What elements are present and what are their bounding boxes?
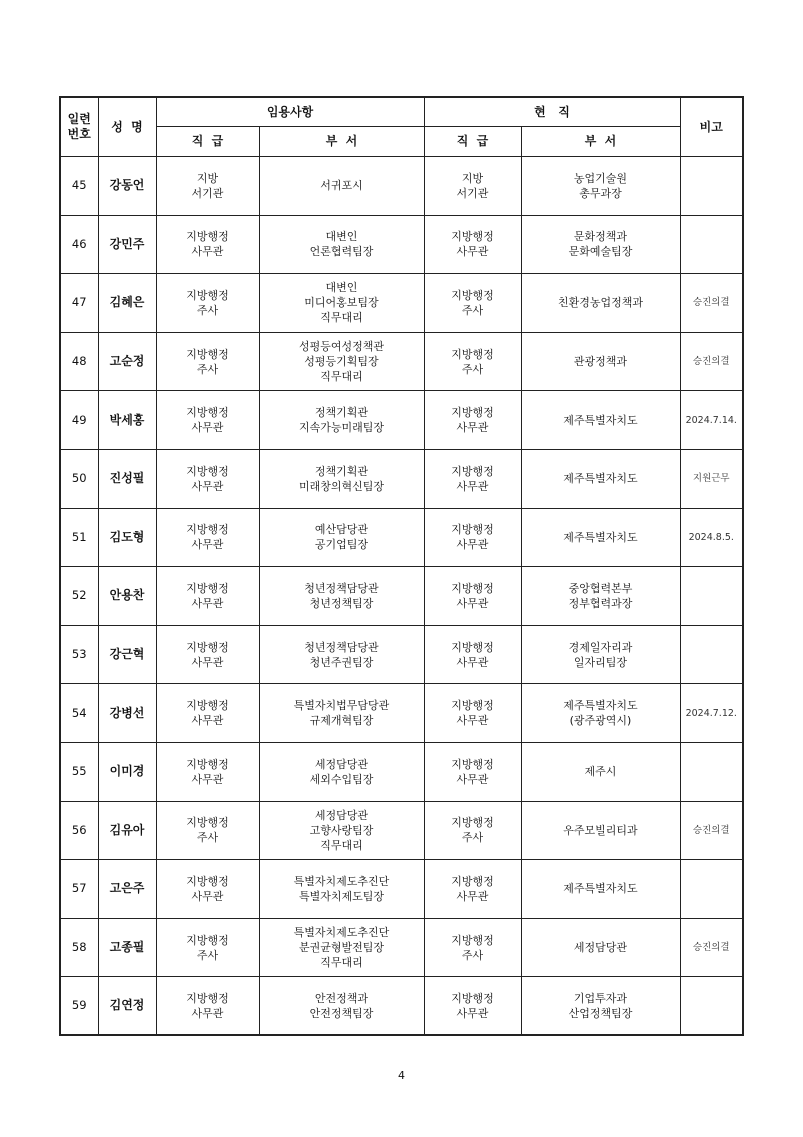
table-row bbox=[60, 157, 743, 216]
appointment-rank bbox=[156, 274, 259, 333]
remarks: 승진의결 bbox=[680, 801, 743, 860]
person-name: 고은주 bbox=[98, 860, 156, 919]
appointment-department-line: 청년주권팀장 bbox=[309, 655, 374, 669]
table-row bbox=[60, 625, 743, 684]
person-name: 강동언 bbox=[98, 157, 156, 216]
current-rank bbox=[424, 742, 521, 801]
appointment-rank-line: 사무관 bbox=[191, 889, 224, 903]
appointment-department-line: 예산담당관 bbox=[314, 523, 369, 537]
appointment-rank-line: 지방행정 bbox=[186, 757, 229, 771]
current-rank-line: 주사 bbox=[461, 831, 484, 845]
appointment-department bbox=[259, 918, 424, 977]
header-serial-line2: 번호 bbox=[67, 127, 91, 141]
current-department bbox=[521, 742, 680, 801]
current-department-line: 세정담당관 bbox=[573, 941, 628, 955]
serial-number: 53 bbox=[60, 625, 98, 684]
appointment-department-line: 직무대리 bbox=[320, 370, 363, 384]
current-rank-line: 지방행정 bbox=[451, 581, 494, 595]
appointment-rank bbox=[156, 918, 259, 977]
table-row bbox=[60, 801, 743, 860]
appointment-department-line: 언론협력팀장 bbox=[309, 245, 374, 259]
appointment-department bbox=[259, 860, 424, 919]
current-rank-line: 지방행정 bbox=[451, 523, 494, 537]
current-department-line: 제주특별자치도 bbox=[563, 530, 638, 544]
appointment-rank-line: 지방행정 bbox=[186, 230, 229, 244]
person-name: 안용찬 bbox=[98, 567, 156, 626]
appointment-department bbox=[259, 332, 424, 391]
current-rank-line: 주사 bbox=[461, 948, 484, 962]
current-rank-line: 지방행정 bbox=[451, 874, 494, 888]
current-department-line: 우주모빌리티과 bbox=[563, 823, 638, 837]
appointment-department-line: 특별자치제도추진단 bbox=[293, 926, 390, 940]
current-rank bbox=[424, 449, 521, 508]
current-rank bbox=[424, 860, 521, 919]
current-rank bbox=[424, 508, 521, 567]
appointment-rank bbox=[156, 801, 259, 860]
table-row bbox=[60, 742, 743, 801]
current-department-line: 문화예술팀장 bbox=[568, 245, 633, 259]
appointment-department-line: 특별자치법무담당관 bbox=[293, 699, 390, 713]
current-rank-line: 지방 bbox=[461, 171, 484, 185]
current-department-line: (광주광역시) bbox=[569, 714, 632, 728]
appointment-department-line: 서귀포시 bbox=[320, 179, 363, 193]
appointment-rank-line: 서기관 bbox=[191, 186, 224, 200]
appointment-rank-line: 주사 bbox=[196, 362, 219, 376]
person-name: 강민주 bbox=[98, 215, 156, 274]
person-name: 박세홍 bbox=[98, 391, 156, 450]
person-name: 강병선 bbox=[98, 684, 156, 743]
table-row bbox=[60, 215, 743, 274]
appointment-department-line: 세정담당관 bbox=[314, 808, 369, 822]
appointment-rank-line: 사무관 bbox=[191, 245, 224, 259]
current-rank-line: 지방행정 bbox=[451, 933, 494, 947]
current-rank bbox=[424, 977, 521, 1036]
appointment-department bbox=[259, 391, 424, 450]
appointment-department-line: 대변인 bbox=[325, 281, 358, 295]
appointment-department bbox=[259, 567, 424, 626]
appointment-department-line: 지속가능미래팀장 bbox=[298, 421, 384, 435]
table-row bbox=[60, 977, 743, 1036]
appointment-rank-line: 지방행정 bbox=[186, 699, 229, 713]
current-rank-line: 지방행정 bbox=[451, 347, 494, 361]
appointment-department-line: 직무대리 bbox=[320, 838, 363, 852]
current-rank bbox=[424, 801, 521, 860]
current-rank-line: 지방행정 bbox=[451, 230, 494, 244]
appointment-department bbox=[259, 742, 424, 801]
appointment-department-line: 정책기획관 bbox=[314, 464, 369, 478]
current-rank-line: 사무관 bbox=[456, 421, 489, 435]
appointment-department-line: 세정담당관 bbox=[314, 757, 369, 771]
current-department-line: 경제일자리과 bbox=[568, 640, 633, 654]
appointment-rank-line: 사무관 bbox=[191, 596, 224, 610]
appointment-rank-line: 지방행정 bbox=[186, 581, 229, 595]
person-name: 강근혁 bbox=[98, 625, 156, 684]
table-row bbox=[60, 332, 743, 391]
current-department bbox=[521, 332, 680, 391]
person-name: 고종필 bbox=[98, 918, 156, 977]
appointment-rank-line: 사무관 bbox=[191, 538, 224, 552]
serial-number: 50 bbox=[60, 449, 98, 508]
current-department-line: 정부협력과장 bbox=[568, 596, 633, 610]
current-rank-line: 지방행정 bbox=[451, 640, 494, 654]
appointment-rank-line: 주사 bbox=[196, 303, 219, 317]
header-remarks: 비고 bbox=[680, 97, 743, 157]
appointment-department-line: 직무대리 bbox=[320, 311, 363, 325]
appointment-rank bbox=[156, 391, 259, 450]
appointment-rank-line: 지방행정 bbox=[186, 933, 229, 947]
remarks bbox=[680, 215, 743, 274]
remarks bbox=[680, 860, 743, 919]
current-department-line: 제주특별자치도 bbox=[563, 882, 638, 896]
table-row bbox=[60, 567, 743, 626]
person-name: 고순정 bbox=[98, 332, 156, 391]
current-rank bbox=[424, 567, 521, 626]
remarks bbox=[680, 977, 743, 1036]
appointment-rank bbox=[156, 742, 259, 801]
current-rank-line: 사무관 bbox=[456, 714, 489, 728]
appointment-table bbox=[59, 96, 744, 1036]
appointment-department-line: 성평등여성정책관 bbox=[298, 340, 384, 354]
current-rank-line: 사무관 bbox=[456, 772, 489, 786]
appointment-rank-line: 지방행정 bbox=[186, 464, 229, 478]
appointment-department-line: 안전정책과 bbox=[314, 991, 369, 1005]
remarks bbox=[680, 625, 743, 684]
current-department bbox=[521, 449, 680, 508]
current-department bbox=[521, 215, 680, 274]
current-department-line: 제주시 bbox=[584, 765, 617, 779]
current-department-line: 제주특별자치도 bbox=[563, 472, 638, 486]
table-row bbox=[60, 508, 743, 567]
appointment-department-line: 청년정책팀장 bbox=[309, 596, 374, 610]
serial-number: 47 bbox=[60, 274, 98, 333]
current-department-line: 일자리팀장 bbox=[573, 655, 628, 669]
appointment-department bbox=[259, 274, 424, 333]
appointment-department-line: 세외수입팀장 bbox=[309, 772, 374, 786]
appointment-department bbox=[259, 977, 424, 1036]
person-name: 김유아 bbox=[98, 801, 156, 860]
appointment-rank bbox=[156, 977, 259, 1036]
appointment-department bbox=[259, 157, 424, 216]
header-serial-line1: 일련 bbox=[67, 112, 91, 126]
appointment-rank-line: 사무관 bbox=[191, 655, 224, 669]
appointment-rank-line: 지방행정 bbox=[186, 288, 229, 302]
appointment-rank-line: 지방행정 bbox=[186, 523, 229, 537]
current-rank bbox=[424, 274, 521, 333]
appointment-rank-line: 지방행정 bbox=[186, 640, 229, 654]
appointment-department-line: 성평등기획팀장 bbox=[304, 355, 379, 369]
current-rank-line: 사무관 bbox=[456, 479, 489, 493]
current-department-line: 제주특별자치도 bbox=[563, 699, 638, 713]
current-department bbox=[521, 567, 680, 626]
appointment-rank-line: 지방행정 bbox=[186, 347, 229, 361]
appointment-rank-line: 지방행정 bbox=[186, 406, 229, 420]
serial-number: 46 bbox=[60, 215, 98, 274]
current-rank-line: 지방행정 bbox=[451, 288, 494, 302]
serial-number: 54 bbox=[60, 684, 98, 743]
person-name: 진성필 bbox=[98, 449, 156, 508]
current-department-line: 총무과장 bbox=[579, 186, 622, 200]
remarks: 2024.7.12. bbox=[680, 684, 743, 743]
appointment-department bbox=[259, 801, 424, 860]
current-department bbox=[521, 625, 680, 684]
current-department bbox=[521, 977, 680, 1036]
appointment-rank-line: 지방행정 bbox=[186, 816, 229, 830]
current-rank-line: 서기관 bbox=[456, 186, 489, 200]
header-serial bbox=[60, 97, 98, 157]
appointment-rank-line: 사무관 bbox=[191, 714, 224, 728]
appointment-rank-line: 사무관 bbox=[191, 1006, 224, 1020]
table-row bbox=[60, 274, 743, 333]
appointment-rank-line: 주사 bbox=[196, 831, 219, 845]
person-name: 이미경 bbox=[98, 742, 156, 801]
current-rank bbox=[424, 391, 521, 450]
appointment-department-line: 미디어홍보팀장 bbox=[304, 296, 379, 310]
current-rank-line: 주사 bbox=[461, 303, 484, 317]
current-department-line: 친환경농업정책과 bbox=[557, 296, 643, 310]
serial-number: 48 bbox=[60, 332, 98, 391]
current-department bbox=[521, 684, 680, 743]
current-department-line: 문화정책과 bbox=[573, 230, 628, 244]
person-name: 김도형 bbox=[98, 508, 156, 567]
remarks: 승진의결 bbox=[680, 918, 743, 977]
serial-number: 55 bbox=[60, 742, 98, 801]
current-department-line: 제주특별자치도 bbox=[563, 413, 638, 427]
table-row bbox=[60, 918, 743, 977]
current-department-line: 농업기술원 bbox=[573, 171, 628, 185]
appointment-department bbox=[259, 215, 424, 274]
header-current-rank: 직 급 bbox=[424, 127, 521, 157]
current-rank bbox=[424, 625, 521, 684]
serial-number: 52 bbox=[60, 567, 98, 626]
header-appointment: 임용사항 bbox=[156, 97, 424, 127]
header-current-department: 부 서 bbox=[521, 127, 680, 157]
appointment-rank bbox=[156, 567, 259, 626]
appointment-rank bbox=[156, 215, 259, 274]
current-department bbox=[521, 508, 680, 567]
appointment-rank-line: 주사 bbox=[196, 948, 219, 962]
current-rank-line: 지방행정 bbox=[451, 991, 494, 1005]
appointment-department bbox=[259, 684, 424, 743]
remarks: 2024.8.5. bbox=[680, 508, 743, 567]
appointment-rank bbox=[156, 449, 259, 508]
table-row bbox=[60, 449, 743, 508]
appointment-rank bbox=[156, 625, 259, 684]
current-rank-line: 사무관 bbox=[456, 596, 489, 610]
appointment-department bbox=[259, 449, 424, 508]
remarks: 승진의결 bbox=[680, 332, 743, 391]
serial-number: 59 bbox=[60, 977, 98, 1036]
current-department-line: 중앙협력본부 bbox=[568, 581, 633, 595]
appointment-rank-line: 지방행정 bbox=[186, 991, 229, 1005]
appointment-rank-line: 지방행정 bbox=[186, 874, 229, 888]
remarks: 2024.7.14. bbox=[680, 391, 743, 450]
appointment-department-line: 청년정책담당관 bbox=[304, 581, 379, 595]
appointment-rank-line: 지방 bbox=[196, 171, 219, 185]
appointment-rank-line: 사무관 bbox=[191, 479, 224, 493]
appointment-rank bbox=[156, 332, 259, 391]
person-name: 김혜은 bbox=[98, 274, 156, 333]
current-rank-line: 지방행정 bbox=[451, 816, 494, 830]
header-appointment-rank: 직 급 bbox=[156, 127, 259, 157]
table-row bbox=[60, 860, 743, 919]
appointment-department-line: 규제개혁팀장 bbox=[309, 714, 374, 728]
current-rank bbox=[424, 332, 521, 391]
person-name: 김연정 bbox=[98, 977, 156, 1036]
current-rank bbox=[424, 918, 521, 977]
appointment-department-line: 대변인 bbox=[325, 230, 358, 244]
current-department bbox=[521, 274, 680, 333]
current-rank-line: 사무관 bbox=[456, 538, 489, 552]
current-department bbox=[521, 157, 680, 216]
current-rank-line: 지방행정 bbox=[451, 406, 494, 420]
current-rank-line: 사무관 bbox=[456, 889, 489, 903]
current-rank-line: 지방행정 bbox=[451, 464, 494, 478]
table-body bbox=[60, 157, 743, 1036]
remarks: 승진의결 bbox=[680, 274, 743, 333]
appointment-department-line: 분권균형발전팀장 bbox=[298, 941, 384, 955]
serial-number: 49 bbox=[60, 391, 98, 450]
appointment-rank bbox=[156, 508, 259, 567]
appointment-department-line: 특별자치제도추진단 bbox=[293, 874, 390, 888]
table-row bbox=[60, 391, 743, 450]
serial-number: 57 bbox=[60, 860, 98, 919]
appointment-department-line: 특별자치제도팀장 bbox=[298, 889, 384, 903]
current-rank-line: 사무관 bbox=[456, 1006, 489, 1020]
appointment-department-line: 안전정책팀장 bbox=[309, 1006, 374, 1020]
current-rank-line: 사무관 bbox=[456, 245, 489, 259]
table-row bbox=[60, 684, 743, 743]
header-name: 성 명 bbox=[98, 97, 156, 157]
current-department-line: 산업정책팀장 bbox=[568, 1006, 633, 1020]
current-department-line: 관광정책과 bbox=[573, 355, 628, 369]
header-appointment-department: 부 서 bbox=[259, 127, 424, 157]
current-rank bbox=[424, 215, 521, 274]
current-rank-line: 사무관 bbox=[456, 655, 489, 669]
current-rank bbox=[424, 157, 521, 216]
current-department bbox=[521, 860, 680, 919]
appointment-rank bbox=[156, 684, 259, 743]
appointment-rank-line: 사무관 bbox=[191, 772, 224, 786]
current-rank-line: 지방행정 bbox=[451, 757, 494, 771]
appointment-department-line: 고향사랑팀장 bbox=[309, 823, 374, 837]
current-rank-line: 지방행정 bbox=[451, 699, 494, 713]
current-department bbox=[521, 801, 680, 860]
serial-number: 56 bbox=[60, 801, 98, 860]
remarks: 지원근무 bbox=[680, 449, 743, 508]
current-department bbox=[521, 918, 680, 977]
serial-number: 45 bbox=[60, 157, 98, 216]
header-current: 현 직 bbox=[424, 97, 680, 127]
remarks bbox=[680, 567, 743, 626]
appointment-department bbox=[259, 508, 424, 567]
current-department-line: 기업투자과 bbox=[573, 991, 628, 1005]
page-number: 4 bbox=[398, 1069, 405, 1082]
appointment-rank bbox=[156, 157, 259, 216]
appointment-department-line: 정책기획관 bbox=[314, 406, 369, 420]
appointment-department bbox=[259, 625, 424, 684]
serial-number: 51 bbox=[60, 508, 98, 567]
appointment-department-line: 미래창의혁신팀장 bbox=[298, 479, 384, 493]
appointment-rank bbox=[156, 860, 259, 919]
current-department bbox=[521, 391, 680, 450]
current-rank-line: 주사 bbox=[461, 362, 484, 376]
serial-number: 58 bbox=[60, 918, 98, 977]
appointment-rank-line: 사무관 bbox=[191, 421, 224, 435]
remarks bbox=[680, 157, 743, 216]
appointment-department-line: 직무대리 bbox=[320, 956, 363, 970]
appointment-department-line: 청년정책담당관 bbox=[304, 640, 379, 654]
remarks bbox=[680, 742, 743, 801]
appointment-department-line: 공기업팀장 bbox=[314, 538, 369, 552]
current-rank bbox=[424, 684, 521, 743]
